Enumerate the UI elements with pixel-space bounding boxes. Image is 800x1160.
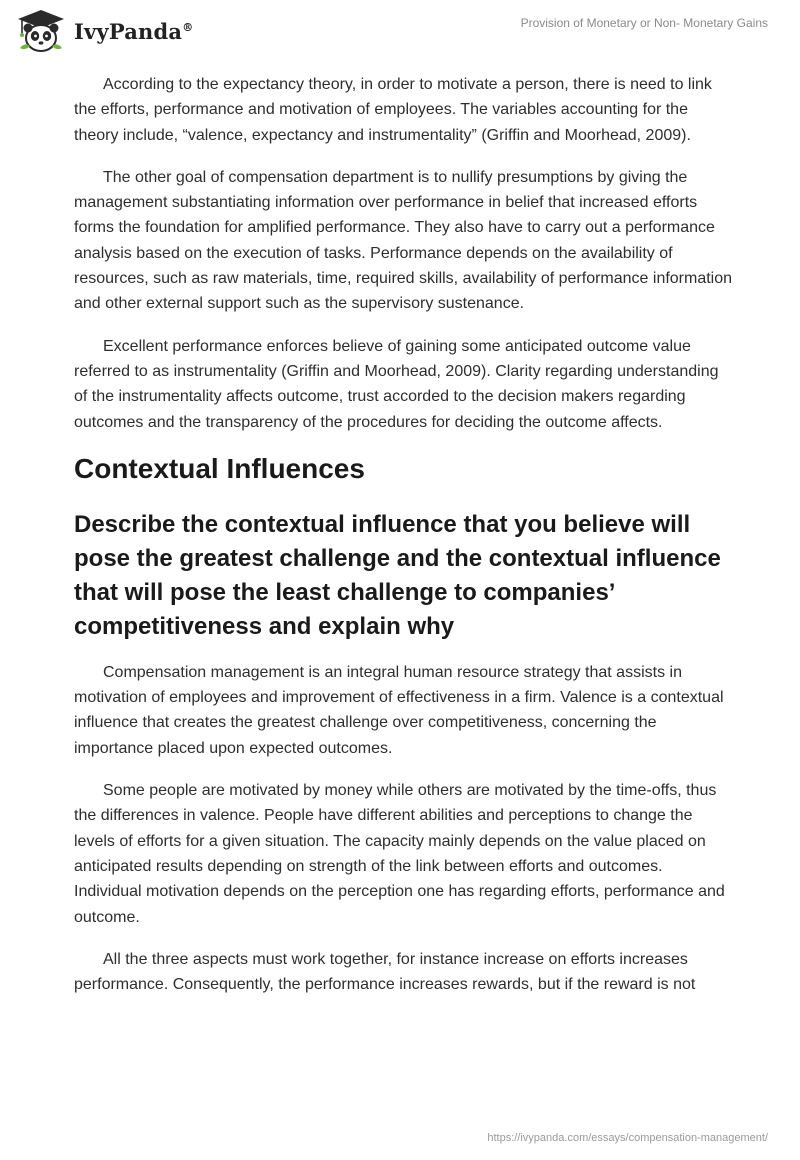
paragraph-2: The other goal of compensation department is to nullify presumptions by giving the management substantiating information over performance in belief that increased efforts forms the foundation for amplified performance. They also have to carry out a performance analysis based on the execution of tasks. Performance depends on the availability of resources, such as raw materials, time, required skills, availability of performance information and other external support such as the supervisory sustenance.: [74, 168, 733, 313]
subsection-heading: Describe the contextual influence that you believe will pose the greatest challenge and the contextual influence that will pose the least challenge to companies’ competitiveness and explain why: [74, 510, 721, 640]
paragraph-3: Excellent performance enforces believe of gaining some anticipated outcome value referred to as instrumentality (Griffin and Moorhead, 2009). Clarity regarding understanding of the instrumentality affects outcome, trust accorded to the decision makers regarding outcomes and the transparency of the procedures for deciding the outcome affects.: [74, 337, 719, 431]
paragraph-6: All the three aspects must work together, for instance increase on efforts increases performance. Consequently, the performance increases rewards, but if the reward is not: [74, 950, 696, 994]
ivypanda-logo[interactable]: [14, 8, 193, 54]
paragraph-5: Some people are motivated by money while others are motivated by the time-offs, thus the differences in valence. People have different abilities and perceptions to change the levels of efforts for a given situation. The capacity mainly depends on the value placed on anticipated results depending on strength of the link between efforts and outcomes. Individual motivation depends on the perception one has regarding efforts, performance and outcome.: [74, 782, 725, 926]
paragraph-4: Compensation management is an integral human resource strategy that assists in motivation of employees and improvement of effectiveness in a firm. Valence is a contextual influence that creates the greatest challenge over competitiveness, concerning the importance placed upon expected outcomes.: [74, 663, 724, 757]
essay-content: [74, 72, 734, 1014]
page-header: [0, 0, 800, 72]
paragraph-1: According to the expectancy theory, in order to motivate a person, there is need to link the efforts, performance and motivation of employees. The variables accounting for the theory include, “valence, expectancy and instrumentality” (Griffin and Moorhead, 2009).: [74, 76, 712, 144]
section-heading: Contextual Influences: [74, 452, 365, 484]
source-url[interactable]: https://ivypanda.com/essays/compensation-management/: [487, 1132, 768, 1144]
document-title: Provision of Monetary or Non- Monetary Gains: [520, 16, 768, 30]
brand-name: IvyPanda®: [74, 18, 194, 44]
panda-graduation-cap-icon: [14, 8, 68, 54]
